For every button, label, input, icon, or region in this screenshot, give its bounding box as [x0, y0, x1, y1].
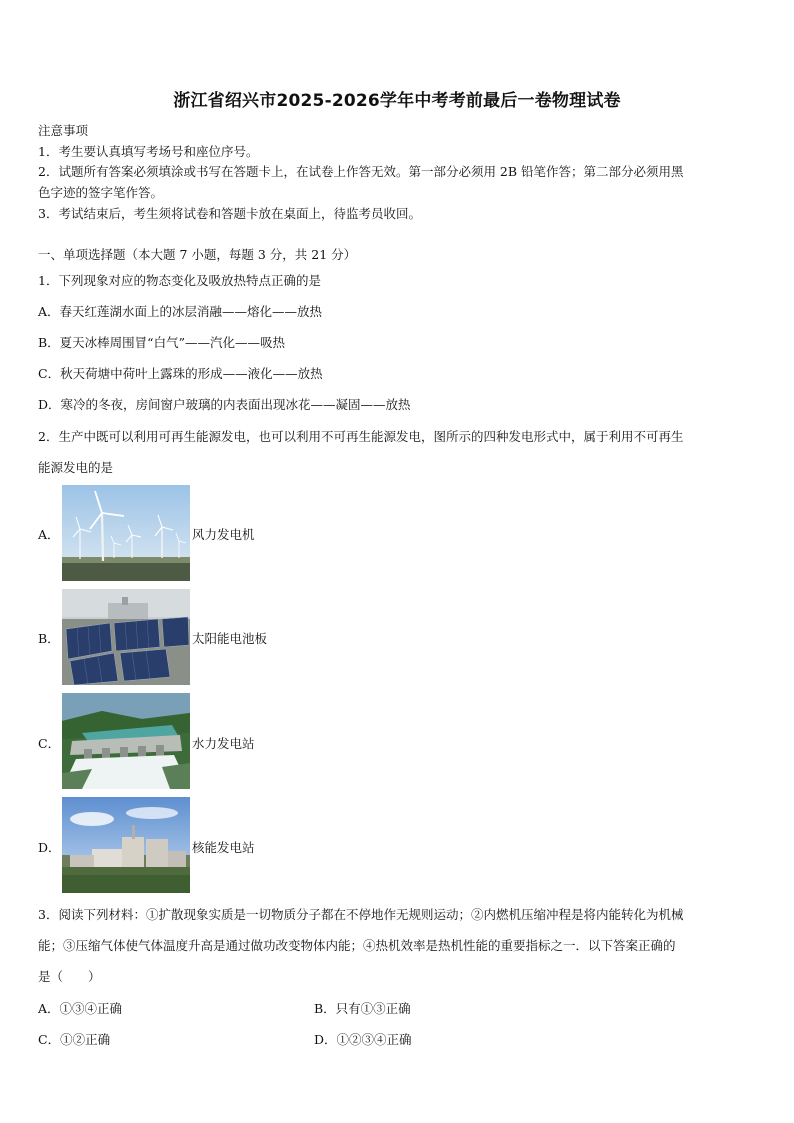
q3-stem-line1: 3．阅读下列材料：①扩散现象实质是一切物质分子都在不停地作无规则运动；②内燃机压缩冲程是将内能转化为机械 — [38, 907, 684, 922]
q3-stem-line3: 是（ ） — [38, 969, 101, 984]
q2-option-a-caption: 风力发电机 — [192, 527, 255, 542]
notice-item-2: 2．试题所有答案必须填涂或书写在答题卡上，在试卷上作答无效。第一部分必须用 2B 铅笔作答；第二部分必须用黑 — [38, 164, 684, 179]
q3-option-b: B．只有①③正确 — [314, 1001, 411, 1016]
q3-option-c: C．①②正确 — [38, 1032, 111, 1047]
notice-item-2-cont: 色字迹的签字笔作答。 — [38, 185, 164, 200]
q2-option-c-letter: C． — [38, 736, 61, 751]
q3-option-a: A．①③④正确 — [38, 1001, 123, 1016]
hydro-dam-photo — [62, 693, 190, 789]
q1-option-d: D．寒冷的冬夜，房间窗户玻璃的内表面出现冰花——凝固——放热 — [38, 397, 411, 412]
q2-option-d-letter: D． — [38, 840, 61, 855]
q2-stem-line1: 2．生产中既可以利用可再生能源发电，也可以利用不可再生能源发电，图所示的四种发电形式中，属于利用不可再生 — [38, 429, 684, 444]
q3-stem-line2: 能；③压缩气体使气体温度升高是通过做功改变物体内能；④热机效率是热机性能的重要指标之一．以下答案正确的 — [38, 938, 676, 953]
q1-option-c: C．秋天荷塘中荷叶上露珠的形成——液化——放热 — [38, 366, 323, 381]
section-heading: 一、单项选择题（本大题 7 小题，每题 3 分，共 21 分） — [38, 247, 357, 262]
notice-heading: 注意事项 — [38, 123, 89, 138]
q1-option-a: A．春天红莲湖水面上的冰层消融——熔化——放热 — [38, 304, 323, 319]
q2-stem-line2: 能源发电的是 — [38, 460, 114, 475]
q2-option-c-caption: 水力发电站 — [192, 736, 255, 751]
wind-turbine-photo — [62, 485, 190, 581]
notice-item-3: 3．考试结束后，考生须将试卷和答题卡放在桌面上，待监考员收回。 — [38, 206, 421, 221]
solar-panel-photo — [62, 589, 190, 685]
q2-option-b-caption: 太阳能电池板 — [192, 631, 268, 646]
q1-option-b: B．夏天冰棒周围冒“白气”——汽化——吸热 — [38, 335, 285, 350]
q1-stem: 1．下列现象对应的物态变化及吸放热特点正确的是 — [38, 273, 321, 288]
q2-option-b-letter: B． — [38, 631, 60, 646]
q2-option-a-letter: A． — [38, 527, 60, 542]
nuclear-plant-photo — [62, 797, 190, 893]
q3-option-d: D．①②③④正确 — [314, 1032, 412, 1047]
exam-title: 浙江省绍兴市2025-2026学年中考考前最后一卷物理试卷 — [173, 91, 621, 111]
notice-item-1: 1．考生要认真填写考场号和座位序号。 — [38, 144, 259, 159]
q2-option-d-caption: 核能发电站 — [192, 840, 255, 855]
